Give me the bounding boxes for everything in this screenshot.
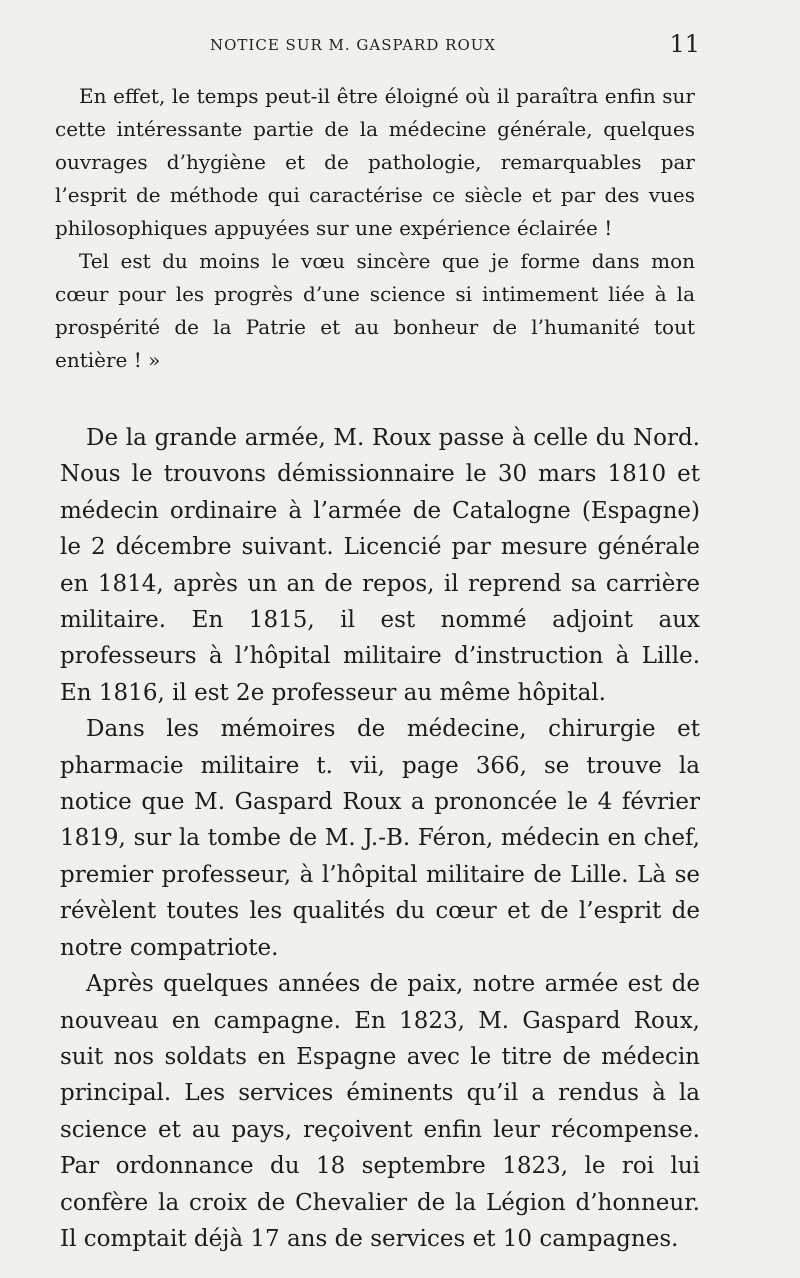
- body-text: [60, 420, 700, 1257]
- page-number: 11: [669, 30, 700, 58]
- quote-paragraph: Tel est du moins le vœu sincère que je forme dans mon cœur pour les progrès d’une science si intimement liée à la prospérité de la Patrie et au bonheur de l’humanité tout entière ! »: [55, 249, 695, 372]
- quote-paragraph: En effet, le temps peut-il être éloigné où il paraîtra enfin sur cette intéressante partie de la médecine générale, quelques ouvrages d’hygiène et de pathologie, remarquables par l’esprit de méthode qui caractérise ce siècle et par des vues philosophiques appuyées sur une expérience éclairée !: [55, 84, 695, 240]
- quoted-passage: [55, 80, 695, 377]
- body-paragraph: Dans les mémoires de médecine, chirurgie et pharmacie militaire t. vii, page 366, se trouve la notice que M. Gaspard Roux a prononcée le 4 février 1819, sur la tombe de M. J.-B. Féron, médecin en chef, premier professeur, à l’hôpital militaire de Lille. Là se révèlent toutes les qualités du cœur et de l’esprit de notre compatriote.: [60, 716, 700, 961]
- body-paragraph: De la grande armée, M. Roux passe à celle du Nord. Nous le trouvons démissionnaire le 30 mars 1810 et médecin ordinaire à l’armée de Catalogne (Espagne) le 2 décembre suivant. Licencié par mesure générale en 1814, après un an de repos, il reprend sa carrière militaire. En 1815, il est nommé adjoint aux professeurs à l’hôpital militaire d’instruction à Lille. En 1816, il est 2e professeur au même hôpital.: [60, 425, 700, 706]
- body-paragraph: Après quelques années de paix, notre armée est de nouveau en campagne. En 1823, M. Gaspard Roux, suit nos soldats en Espagne avec le titre de médecin principal. Les services éminents qu’il a rendus à la science et au pays, reçoivent enfin leur récompense. Par ordonnance du 18 septembre 1823, le roi lui confère la croix de Chevalier de la Légion d’honneur. Il comptait déjà 17 ans de services et 10 campagnes.: [60, 971, 700, 1252]
- page-header: [60, 30, 700, 60]
- running-title: NOTICE SUR M. GASPARD ROUX: [210, 36, 497, 54]
